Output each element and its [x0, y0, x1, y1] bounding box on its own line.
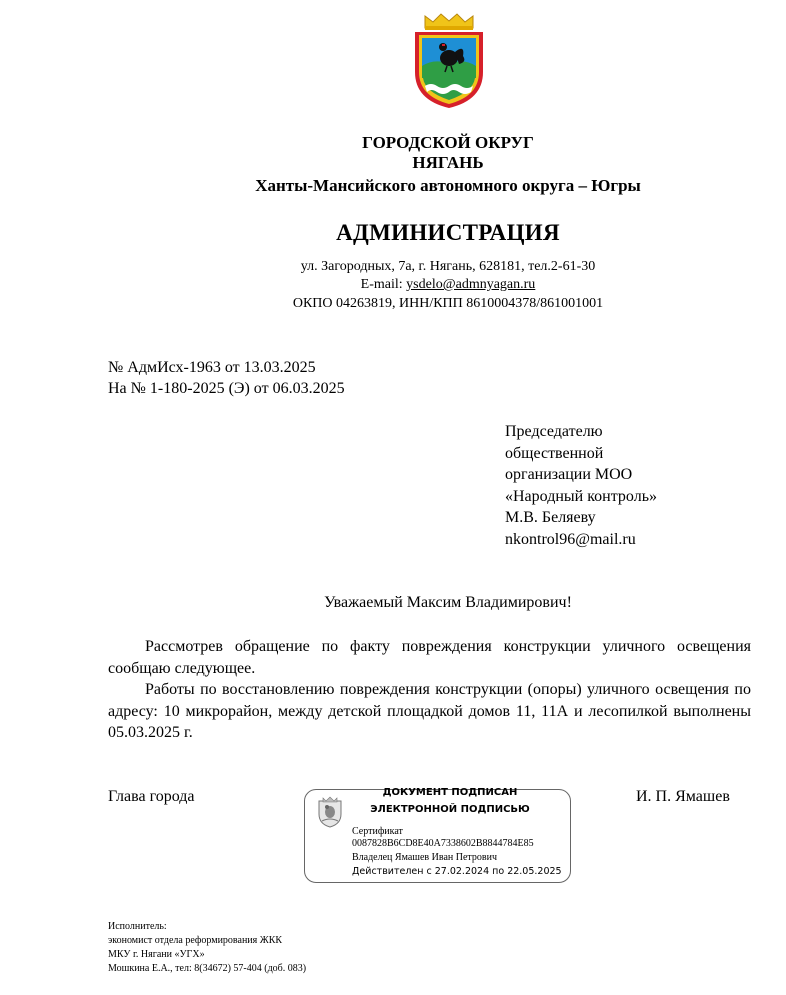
body-paragraph-1: Рассмотрев обращение по факту повреждения конструкции уличного освещения сообщаю следующее. [108, 638, 751, 677]
incoming-reference: На № 1-180-2025 (Э) от 06.03.2025 [108, 380, 345, 397]
header-email-line [0, 276, 786, 294]
signatory-name: И. П. Ямашев [636, 788, 730, 805]
body-paragraph-2: Работы по восстановлению повреждения конструкции (опоры) уличного освещения по адресу: 10 микрорайон, между детской площадкой домов 11, 11А и лесопилкой выполнены 05.03.2025 г. [108, 681, 751, 741]
page-title: АДМИНИСТРАЦИЯ [336, 220, 560, 245]
recipient-email: nkontrol96@mail.ru [505, 530, 636, 548]
stamp-validity: Действителен с 27.02.2024 по 22.05.2025 [352, 866, 562, 877]
header-codes: ОКПО 04263819, ИНН/КПП 8610004378/861001001 [292, 296, 604, 311]
recipient-line: общественной [505, 444, 604, 462]
recipient-block [505, 421, 657, 550]
stamp-title-line-1: ДОКУМЕНТ ПОДПИСАН [382, 787, 518, 798]
recipient-line: организации МОО [505, 466, 633, 483]
header-line-city-name: НЯГАНЬ [412, 153, 484, 172]
stamp-certificate-number: 0087828B6CD8E40A7338602B8844784E85 [352, 838, 534, 849]
executor-position: экономист отдела реформирования ЖКК [108, 935, 283, 946]
stamp-owner: Владелец Ямашев Иван Петрович [352, 852, 497, 863]
stamp-title-line-2: ЭЛЕКТРОННОЙ ПОДПИСЬЮ [370, 804, 530, 815]
executor-label: Исполнитель: [108, 921, 167, 932]
email-label: E-mail: [360, 277, 403, 292]
outgoing-reference: № АдмИсх-1963 от 13.03.2025 [108, 359, 316, 376]
executor-contact: Мошкина Е.А., тел: 8(34672) 57-404 (доб. 083) [108, 963, 307, 974]
recipient-line: Председателю [505, 423, 603, 440]
recipient-line: «Народный контроль» [505, 487, 657, 505]
executor-organization: МКУ г. Нягани «УГХ» [108, 949, 205, 960]
stamp-coat-of-arms-icon [316, 796, 344, 828]
city-coat-of-arms-emblem [411, 12, 487, 110]
signatory-position: Глава города [108, 788, 195, 805]
header-address: ул. Загородных, 7а, г. Нягань, 628181, тел.2-61-30 [300, 259, 596, 274]
greeting: Уважаемый Максим Владимирович! [324, 594, 572, 611]
header-line-city-district: ГОРОДСКОЙ ОКРУГ [362, 133, 534, 152]
recipient-line: М.В. Беляеву [505, 509, 596, 526]
header-line-region: Ханты-Мансийского автономного округа – Югры [255, 176, 641, 195]
stamp-certificate-label: Сертификат [352, 826, 403, 837]
email-link[interactable]: ysdelo@admnyagan.ru [406, 277, 536, 292]
